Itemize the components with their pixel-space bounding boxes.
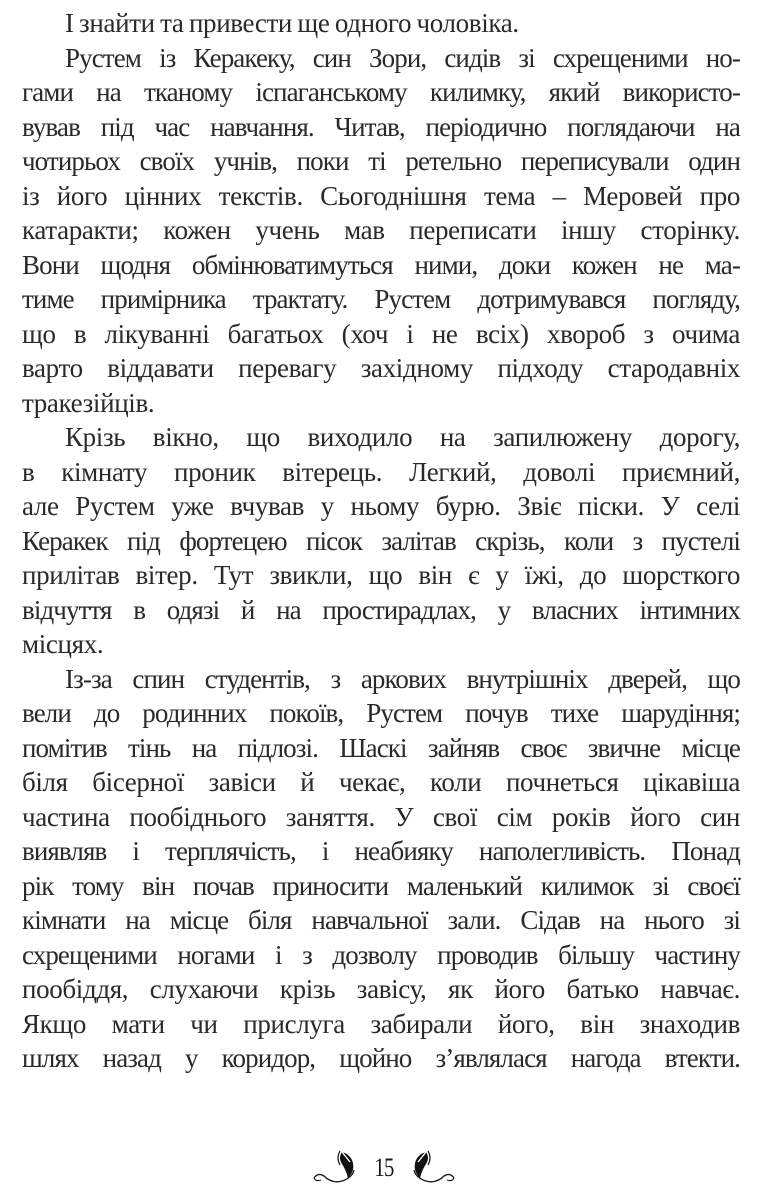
text-line: Якщо мати чи прислуга забирали його, він знаходив bbox=[22, 1008, 740, 1039]
text-line: біля бісерної завіси й чекає, коли почнеться цікавіша bbox=[22, 767, 740, 797]
text-line: катаракти; кожен учень мав переписати іншу сторінку. bbox=[22, 215, 740, 245]
text-line: але Рустем уже вчував у ньому бурю. Звіє піски. У селі bbox=[22, 491, 740, 521]
text-line: чотирьох своїх учнів, поки ті ретельно переписували один bbox=[22, 146, 740, 176]
text-line: прилітав вітер. Тут звикли, що він є у їжі, до шорсткого bbox=[22, 560, 740, 590]
text-line: тракезійців. bbox=[22, 387, 155, 418]
text-line: вели до родинних покоїв, Рустем почув тихе шарудіння; bbox=[22, 698, 740, 728]
body-text bbox=[22, 6, 740, 1076]
text-line: кімнати на місце біля навчальної зали. Сідав на нього зі bbox=[22, 905, 740, 935]
text-line: тиме примірника трактату. Рустем дотримувався погляду, bbox=[22, 284, 740, 314]
text-line: відчуття в одязі й на простирадлах, у власних інтимних bbox=[22, 594, 740, 625]
text-line: Крізь вікно, що виходило на запилюжену дорогу, bbox=[65, 422, 740, 452]
text-line: виявляв і терплячість, і неабияку наполегливість. Понад bbox=[22, 836, 740, 866]
text-line: із його цінних текстів. Сьогоднішня тема – Меровей про bbox=[22, 180, 740, 211]
text-line: вував під час навчання. Читав, періодично поглядаючи на bbox=[22, 111, 740, 142]
text-line: Керакек під фортецею пісок залітав скрізь, коли з пустелі bbox=[22, 525, 740, 556]
text-line: Рустем із Керакеку, син Зори, сидів зі схрещеними но- bbox=[65, 42, 740, 73]
text-line: схрещеними ногами і з дозволу проводив більшу частину bbox=[22, 939, 740, 970]
text-line: варто віддавати перевагу західному підходу стародавніх bbox=[22, 353, 740, 383]
text-line: Вони щодня обмінюватимуться ними, доки кожен не ма- bbox=[22, 249, 740, 280]
text-line: гами на тканому іспаганському килимку, який використо- bbox=[22, 77, 740, 107]
text-line: місцях. bbox=[22, 629, 104, 659]
text-line: пообіддя, слухаючи крізь завісу, як його батько навчає. bbox=[22, 974, 740, 1004]
page-number: 15 bbox=[373, 1153, 394, 1182]
text-line: що в лікуванні багатьох (хоч і не всіх) хвороб з очима bbox=[22, 318, 740, 349]
swash-ornament-right-icon bbox=[404, 1148, 456, 1188]
text-line: помітив тінь на підлозі. Шаскі зайняв своє звичне місце bbox=[22, 732, 740, 763]
text-line: І знайти та привести ще одного чоловіка. bbox=[65, 8, 519, 38]
text-line: шлях назад у коридор, щойно з’являлася нагода втекти. bbox=[22, 1043, 740, 1073]
swash-ornament-left-icon bbox=[312, 1148, 364, 1188]
text-line: частина пообіднього заняття. У свої сім років його син bbox=[22, 801, 740, 832]
text-line: рік тому він почав приносити маленький килимок зі своєї bbox=[22, 870, 740, 901]
text-line: Із-за спин студентів, з аркових внутрішніх дверей, що bbox=[65, 663, 740, 694]
page-footer bbox=[0, 1143, 767, 1193]
text-line: в кімнату проник вітерець. Легкий, доволі приємний, bbox=[22, 456, 740, 487]
